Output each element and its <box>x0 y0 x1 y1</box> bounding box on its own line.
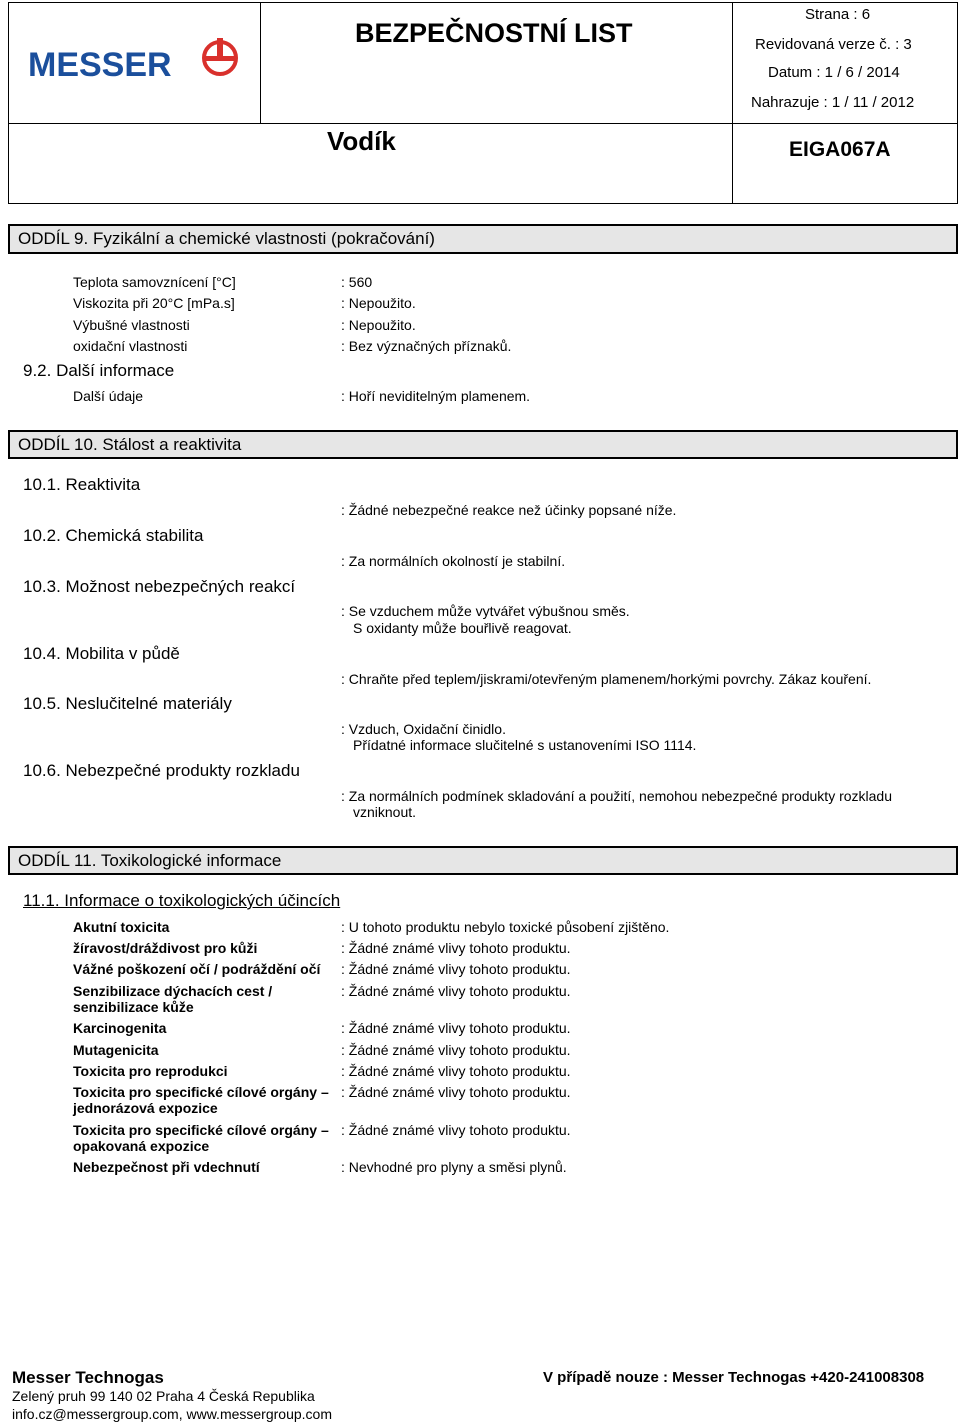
s10-3-value: : Se vzduchem může vytvářet výbušnou směs. <box>341 603 630 619</box>
footer-contact: info.cz@messergroup.com, www.messergroup.com <box>12 1406 332 1422</box>
page-number: Strana : 6 <box>805 6 871 23</box>
s9-value-0: : 560 <box>341 274 373 290</box>
s9-value-2: : Nepoužito. <box>341 317 416 333</box>
doc-title: BEZPEČNOSTNÍ LIST <box>355 18 633 48</box>
s10-4-value: : Chraňte před teplem/jiskrami/otevřeným plamenem/horkými povrchy. Zákaz kouření. <box>341 671 872 687</box>
s9-2-heading: 9.2. Další informace <box>23 361 175 380</box>
header-divider-right <box>732 2 733 124</box>
s10-1-heading: 10.1. Reaktivita <box>23 475 141 494</box>
s9-value-1: : Nepoužito. <box>341 295 416 311</box>
replaces: Nahrazuje : 1 / 11 / 2012 <box>751 94 915 111</box>
s10-5-heading: 10.5. Neslučitelné materiály <box>23 694 232 713</box>
s9-label-3: oxidační vlastnosti <box>73 338 188 354</box>
s11-value-3: : Žádné známé vlivy tohoto produktu. <box>341 983 571 999</box>
s10-6-value2: vzniknout. <box>353 804 417 820</box>
s9-extra-value: : Hoří neviditelným plamenem. <box>341 388 531 404</box>
s10-2-heading: 10.2. Chemická stabilita <box>23 526 204 545</box>
s11-1-heading: 11.1. Informace o toxikologických účincích <box>23 891 341 910</box>
s11-label-3: Senzibilizace dýchacích cest / <box>73 983 273 999</box>
revision: Revidovaná verze č. : 3 <box>755 36 912 53</box>
s11-label-0: Akutní toxicita <box>73 919 170 935</box>
product-name: Vodík <box>327 126 396 156</box>
messer-logo <box>28 36 243 92</box>
s11-label-4: Karcinogenita <box>73 1020 167 1036</box>
s11-label-3b: senzibilizace kůže <box>73 999 194 1015</box>
header-divider-v2 <box>732 124 733 204</box>
s11-value-6: : Žádné známé vlivy tohoto produktu. <box>341 1063 571 1079</box>
s11-value-5: : Žádné známé vlivy tohoto produktu. <box>341 1042 571 1058</box>
s11-label-7: Toxicita pro specifické cílové orgány – <box>73 1084 329 1100</box>
s11-label-1: žíravost/dráždivost pro kůži <box>73 940 258 956</box>
section9-title: ODDÍL 9. Fyzikální a chemické vlastnosti (pokračování) <box>8 224 958 254</box>
s11-value-2: : Žádné známé vlivy tohoto produktu. <box>341 961 571 977</box>
s11-label-8b: opakovaná expozice <box>73 1138 210 1154</box>
s11-value-7: : Žádné známé vlivy tohoto produktu. <box>341 1084 571 1100</box>
s10-1-value: : Žádné nebezpečné reakce než účinky popsané níže. <box>341 502 677 518</box>
s11-label-6: Toxicita pro reprodukci <box>73 1063 228 1079</box>
s11-value-4: : Žádné známé vlivy tohoto produktu. <box>341 1020 571 1036</box>
s9-label-1: Viskozita při 20°C [mPa.s] <box>73 295 235 311</box>
logo-wordmark: MESSER <box>28 46 172 84</box>
s9-label-2: Výbušné vlastnosti <box>73 317 190 333</box>
header-divider-left <box>260 2 261 124</box>
s11-label-7b: jednorázová expozice <box>73 1100 218 1116</box>
s11-label-9: Nebezpečnost při vdechnutí <box>73 1159 260 1175</box>
s10-3-heading: 10.3. Možnost nebezpečných reakcí <box>23 577 296 596</box>
s9-value-3: : Bez význačných příznaků. <box>341 338 512 354</box>
logo-flame-icon <box>200 36 240 82</box>
date: Datum : 1 / 6 / 2014 <box>768 64 900 81</box>
header-divider-h <box>8 123 958 124</box>
s11-value-1: : Žádné známé vlivy tohoto produktu. <box>341 940 571 956</box>
s10-6-value: : Za normálních podmínek skladování a použití, nemohou nebezpečné produkty rozkladu <box>341 788 892 804</box>
s11-value-8: : Žádné známé vlivy tohoto produktu. <box>341 1122 571 1138</box>
s11-label-8: Toxicita pro specifické cílové orgány – <box>73 1122 329 1138</box>
s11-value-9: : Nevhodné pro plyny a směsi plynů. <box>341 1159 567 1175</box>
footer-company: Messer Technogas <box>12 1368 164 1387</box>
s11-label-2: Vážné poškození očí / podráždění očí <box>73 961 321 977</box>
eiga-code: EIGA067A <box>789 138 891 161</box>
s10-3-value2: S oxidanty může bouřlivě reagovat. <box>353 620 572 636</box>
s9-label-0: Teplota samovznícení [°C] <box>73 274 236 290</box>
footer-address: Zelený pruh 99 140 02 Praha 4 Česká Republika <box>12 1388 315 1404</box>
s10-6-heading: 10.6. Nebezpečné produkty rozkladu <box>23 761 300 780</box>
s9-extra-label: Další údaje <box>73 388 144 404</box>
s11-value-0: : U tohoto produktu nebylo toxické působení zjištěno. <box>341 919 670 935</box>
s10-5-value2: Přídatné informace slučitelné s ustanoveními ISO 1114. <box>353 737 697 753</box>
footer-emergency: V případě nouze : Messer Technogas +420-241008308 <box>543 1369 925 1386</box>
section10-title: ODDÍL 10. Stálost a reaktivita <box>8 430 958 459</box>
s10-5-value: : Vzduch, Oxidační činidlo. <box>341 721 506 737</box>
s10-2-value: : Za normálních okolností je stabilní. <box>341 553 566 569</box>
section11-title: ODDÍL 11. Toxikologické informace <box>8 846 958 875</box>
s10-4-heading: 10.4. Mobilita v půdě <box>23 644 180 663</box>
s11-label-5: Mutagenicita <box>73 1042 159 1058</box>
